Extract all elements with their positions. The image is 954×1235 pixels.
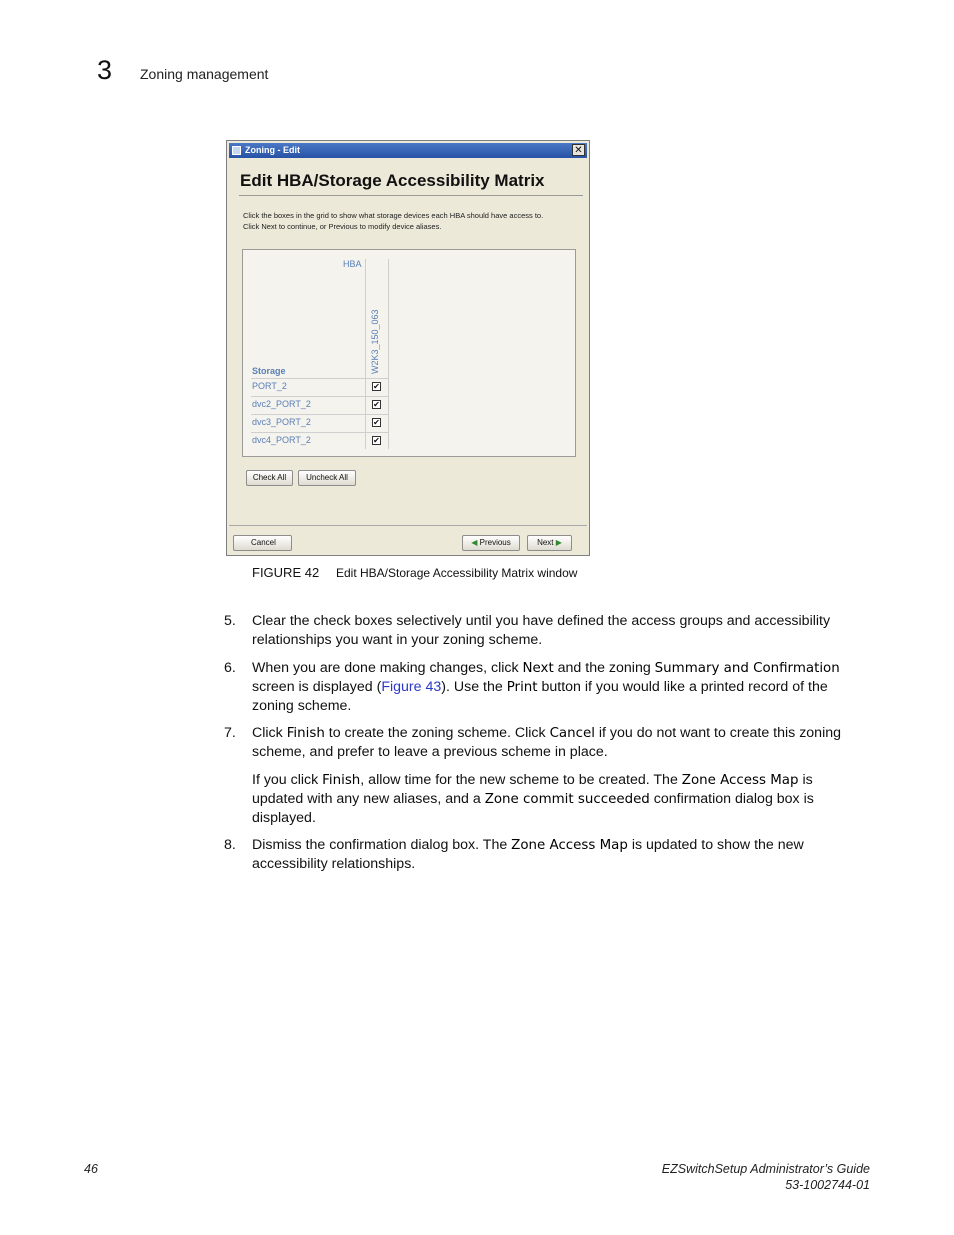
- text-run: button if you would like a printed record of the zoning scheme.: [252, 679, 828, 714]
- text-run: When you are done making changes, click: [252, 660, 523, 676]
- storage-port-label: dvc3_PORT_2: [252, 417, 311, 427]
- step-number: 5.: [224, 613, 236, 629]
- dialog-titlebar: [229, 143, 587, 158]
- ui-term: Zone Access Map: [511, 838, 628, 853]
- text-run: to create the zoning scheme. Click: [324, 725, 550, 741]
- chapter-number: 3: [97, 55, 113, 85]
- check-all-button[interactable]: Check All: [246, 470, 293, 486]
- hba-label: HBA: [343, 259, 362, 269]
- accessibility-matrix: [242, 249, 576, 457]
- matrix-row: [251, 414, 389, 432]
- instructions-line-1: Click the boxes in the grid to show what storage devices each HBA should have access to.: [243, 211, 544, 220]
- text-run: confirmation dialog box is displayed.: [252, 791, 814, 826]
- ui-term: Print: [506, 680, 538, 695]
- chapter-title: Zoning management: [140, 66, 269, 82]
- access-checkbox[interactable]: ✔: [373, 418, 380, 427]
- text-run: if you do not want to create this zoning scheme, and prefer to leave a previous scheme in place.: [252, 725, 842, 760]
- footer-doc-title: EZSwitchSetup Administrator’s Guide: [661, 1162, 870, 1176]
- next-label: Next: [537, 538, 554, 547]
- matrix-row: [251, 378, 389, 396]
- storage-label: Storage: [252, 366, 286, 376]
- dialog-heading: Edit HBA/Storage Accessibility Matrix: [240, 171, 545, 190]
- text-run: Click: [252, 725, 287, 741]
- app-icon: [232, 146, 241, 155]
- access-checkbox[interactable]: ✔: [373, 436, 380, 445]
- next-button[interactable]: [527, 535, 572, 551]
- step-text: Clear the check boxes selectively until you have defined the access groups and accessibility relationships you want in your zoning scheme.: [252, 613, 831, 648]
- matrix-row: [251, 432, 389, 450]
- previous-button[interactable]: [462, 535, 520, 551]
- text-run: screen is displayed (: [252, 679, 382, 695]
- step-text: [252, 836, 864, 874]
- hba-column-header: W2K3_150_063: [370, 309, 380, 374]
- step-number: 7.: [224, 725, 236, 741]
- access-checkbox[interactable]: ✔: [373, 400, 380, 409]
- ui-term: Finish: [286, 726, 325, 741]
- arrow-right-icon: ▶: [555, 538, 562, 547]
- ui-term: Zone commit succeeded: [484, 792, 650, 807]
- previous-label: Previous: [479, 538, 511, 547]
- instructions-line-2: Click Next to continue, or Previous to modify device aliases.: [243, 222, 442, 231]
- step-number: 8.: [224, 837, 236, 853]
- ui-term: Finish: [322, 773, 361, 788]
- figure-caption: Edit HBA/Storage Accessibility Matrix window: [336, 566, 578, 580]
- step-text: [252, 771, 864, 828]
- close-icon[interactable]: ✕: [572, 144, 585, 156]
- cancel-button[interactable]: Cancel: [233, 535, 292, 551]
- matrix-row: [251, 396, 389, 414]
- text-run: If you click: [252, 772, 323, 788]
- text-run: and the zoning: [553, 660, 655, 676]
- figure-label: FIGURE 42: [252, 565, 320, 580]
- storage-port-label: dvc2_PORT_2: [252, 399, 311, 409]
- step-number: 6.: [224, 660, 236, 676]
- page-number: 46: [84, 1162, 98, 1176]
- dialog-instructions: [243, 210, 543, 232]
- step-text: [252, 724, 864, 762]
- figure-43-link[interactable]: Figure 43: [381, 679, 442, 695]
- footer-doc-number: 53-1002744-01: [785, 1178, 870, 1192]
- text-run: Dismiss the confirmation dialog box. The: [252, 837, 512, 853]
- access-checkbox[interactable]: ✔: [373, 382, 380, 391]
- divider: [239, 195, 583, 196]
- ui-term: Summary and Confirmation: [654, 661, 840, 676]
- storage-port-label: dvc4_PORT_2: [252, 435, 311, 445]
- arrow-left-icon: ◀: [471, 538, 478, 547]
- ui-term: Next: [522, 661, 554, 676]
- text-run: , allow time for the new scheme to be created. The: [360, 772, 682, 788]
- text-run: is updated with any new aliases, and a: [252, 772, 813, 807]
- storage-port-label: PORT_2: [252, 381, 287, 391]
- step-text: [252, 659, 864, 716]
- ui-term: Cancel: [549, 726, 595, 741]
- dialog-title: Zoning - Edit: [245, 145, 300, 155]
- divider: [229, 525, 587, 526]
- zoning-edit-dialog: [226, 140, 590, 556]
- uncheck-all-button[interactable]: Uncheck All: [298, 470, 356, 486]
- text-run: is updated to show the new accessibility relationships.: [252, 837, 804, 872]
- ui-term: Zone Access Map: [681, 773, 799, 788]
- text-run: ). Use the: [441, 679, 507, 695]
